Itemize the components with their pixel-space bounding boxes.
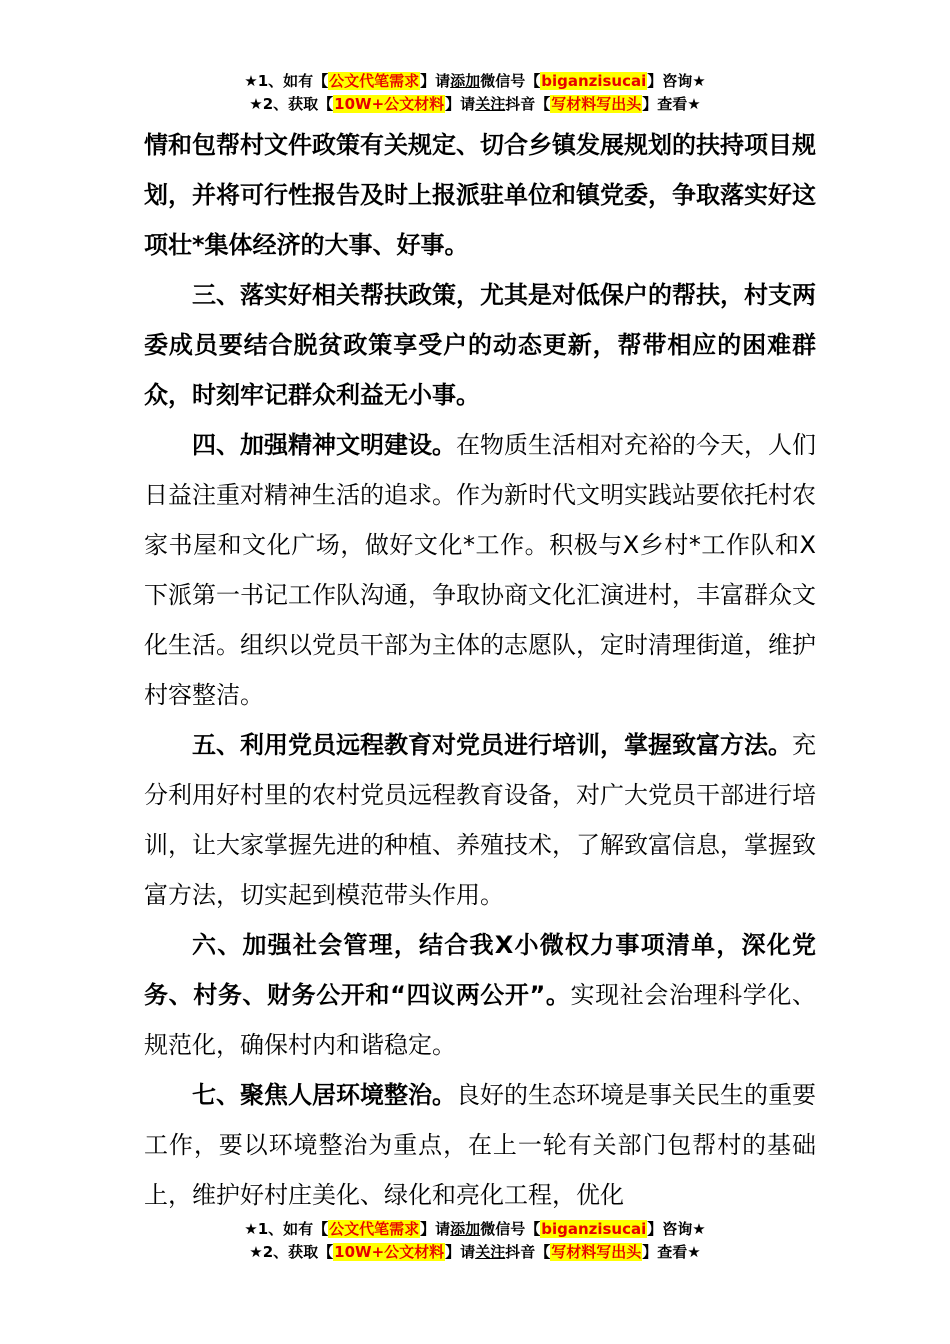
highlight-wechat-id: biganzisucai <box>541 1220 647 1238</box>
header-banner <box>0 70 950 116</box>
paragraph-section-3 <box>144 270 816 420</box>
banner-text: 1、如有【 <box>257 72 329 90</box>
highlight-materials: 10W+公文材料 <box>334 1243 445 1261</box>
banner-text: 2、获取【 <box>262 95 334 113</box>
banner-text: 】请 <box>445 95 476 113</box>
star-icon: ★ <box>692 72 706 90</box>
section-heading: 六、加强社会管理，结合我X小微权力事项清单，深化党务、村务、财务公开和“四议两公开”。 <box>144 931 816 1009</box>
paragraph-text: 良好的生态环境是事关民生的重要工作，要以环境整治为重点，在上一轮有关部门包帮村的基础上，维护好村庄美化、绿化和亮化工程，优化 <box>144 1081 816 1209</box>
footer-banner <box>0 1218 950 1264</box>
banner-text: 】查看 <box>642 95 688 113</box>
star-icon: ★ <box>687 95 701 113</box>
paragraph-section-6 <box>144 920 816 1070</box>
highlight-douyin-account: 写材料写出头 <box>551 95 642 113</box>
banner-text: 1、如有【 <box>257 1220 329 1238</box>
star-icon: ★ <box>249 95 263 113</box>
banner-line-2 <box>0 1241 950 1264</box>
star-icon: ★ <box>692 1220 706 1238</box>
banner-text: 】咨询 <box>647 1220 693 1238</box>
star-icon: ★ <box>687 1243 701 1261</box>
banner-line-2 <box>0 93 950 116</box>
paragraph-section-5 <box>144 720 816 920</box>
banner-text-underlined: 添加 <box>450 72 481 90</box>
highlight-wechat-id: biganzisucai <box>541 72 647 90</box>
banner-text-underlined: 添加 <box>450 1220 481 1238</box>
star-icon: ★ <box>249 1243 263 1261</box>
highlight-service: 公文代笔需求 <box>329 1220 420 1238</box>
highlight-douyin-account: 写材料写出头 <box>551 1243 642 1261</box>
paragraph-section-7 <box>144 1070 816 1220</box>
document-body <box>144 120 816 1220</box>
paragraph-section-4 <box>144 420 816 720</box>
banner-text: 】查看 <box>642 1243 688 1261</box>
paragraph-text: 充分利用好村里的农村党员远程教育设备，对广大党员干部进行培训，让大家掌握先进的种植、养殖技术，了解致富信息，掌握致富方法，切实起到模范带头作用。 <box>144 731 816 909</box>
banner-text: 】咨询 <box>647 72 693 90</box>
banner-text: 】请 <box>420 1220 451 1238</box>
highlight-materials: 10W+公文材料 <box>334 95 445 113</box>
paragraph-continued <box>144 120 816 270</box>
banner-text: 微信号【 <box>480 72 541 90</box>
banner-text-underlined: 关注 <box>475 95 506 113</box>
banner-text: 抖音【 <box>505 1243 551 1261</box>
banner-text: 】请 <box>420 72 451 90</box>
paragraph-bold-text: 情和包帮村文件政策有关规定、切合乡镇发展规划的扶持项目规划，并将可行性报告及时上报派驻单位和镇党委，争取落实好这项壮*集体经济的大事、好事。 <box>144 131 816 259</box>
section-heading: 五、利用党员远程教育对党员进行培训，掌握致富方法。 <box>192 731 792 759</box>
banner-line-1 <box>0 70 950 93</box>
paragraph-text: 在物质生活相对充裕的今天，人们日益注重对精神生活的追求。作为新时代文明实践站要依托村农家书屋和文化广场，做好文化*工作。积极与X乡村*工作队和X下派第一书记工作队沟通，争取协商文化汇演进村，丰富群众文化生活。组织以党员干部为主体的志愿队，定时清理街道，维护村容整洁。 <box>144 431 816 709</box>
star-icon: ★ <box>244 1220 258 1238</box>
highlight-service: 公文代笔需求 <box>329 72 420 90</box>
banner-text: 2、获取【 <box>262 1243 334 1261</box>
banner-text: 微信号【 <box>480 1220 541 1238</box>
banner-text: 】请 <box>445 1243 476 1261</box>
paragraph-text: 实现社会治理科学化、规范化，确保村内和谐稳定。 <box>144 981 816 1059</box>
banner-line-1 <box>0 1218 950 1241</box>
paragraph-bold-text: 三、落实好相关帮扶政策，尤其是对低保户的帮扶，村支两委成员要结合脱贫政策享受户的动态更新，帮带相应的困难群众，时刻牢记群众利益无小事。 <box>144 281 816 409</box>
banner-text-underlined: 关注 <box>475 1243 506 1261</box>
section-heading: 四、加强精神文明建设。 <box>192 431 456 459</box>
section-heading: 七、聚焦人居环境整治。 <box>192 1081 456 1109</box>
star-icon: ★ <box>244 72 258 90</box>
banner-text: 抖音【 <box>505 95 551 113</box>
